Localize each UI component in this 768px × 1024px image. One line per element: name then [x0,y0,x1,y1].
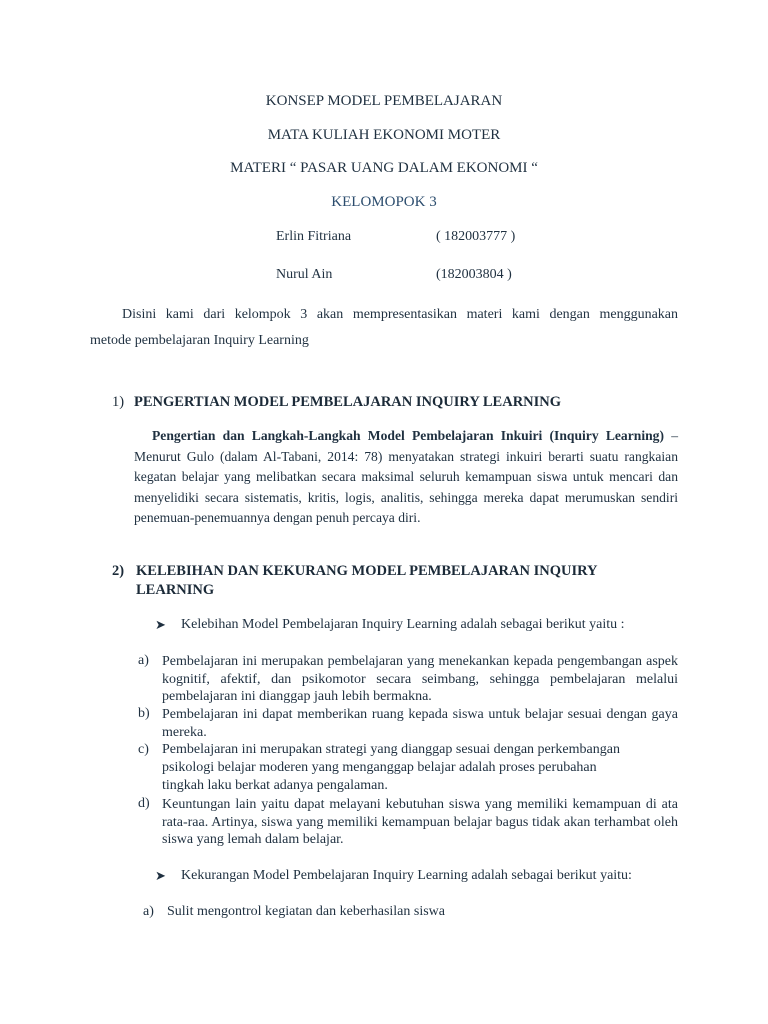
section-number: 2) [112,563,125,579]
list-marker: c) [138,742,149,757]
list-marker: b) [138,706,150,721]
arrow-bullet-icon: ➤ [155,617,166,632]
paragraph-bold-lead: Pengertian dan Langkah-Langkah Model Pembelajaran Inkuiri (Inquiry Learning) [152,428,664,443]
member-name: Erlin Fitriana [276,229,352,244]
list-marker: d) [138,796,150,811]
member-id: (182003804 ) [436,267,512,282]
group-label: KELOMOPOK 3 [331,194,437,210]
course-title: MATA KULIAH EKONOMI MOTER [267,127,501,143]
section-title: PENGERTIAN MODEL PEMBELAJARAN INQUIRY LEARNING [134,394,562,410]
member-name: Nurul Ain [276,267,333,282]
list-item-text: Pembelajaran ini dapat memberikan ruang kepada siswa untuk belajar sesuai dengan gaya mereka. [162,707,678,740]
kekurangan-heading: Kekurangan Model Pembelajaran Inquiry Learning adalah sebagai berikut yaitu: [181,868,632,883]
list-item-text: Keuntungan lain yaitu dapat melayani kebutuhan siswa yang memiliki kemampuan di ata rata-raa. Artinya, siswa yang memiliki kemampuan belajar bagus tidak akan terhambat oleh siswa yang lemah dalam belajar. [162,797,678,847]
list-marker: a) [138,653,149,668]
list-item-line: psikologi belajar moderen yang menganggap belajar adalah proses perubahan [162,760,597,775]
section-number: 1) [112,394,125,410]
doc-title: KONSEP MODEL PEMBELAJARAN [265,93,503,109]
section-title-cont: LEARNING [136,582,215,598]
arrow-bullet-icon: ➤ [155,868,166,883]
list-item-text: Pembelajaran ini merupakan pembelajaran yang menekankan kepada pengembangan aspek kognitif, afektif, dan psikomotor secara seimbang, sehingga pembelajaran melalui pembelajaran ini dianggap jauh lebih bermakna. [162,654,678,704]
intro-line: metode pembelajaran Inquiry Learning [90,333,309,348]
list-item-line: tingkah laku berkat adanya pengalaman. [162,778,388,793]
list-marker: a) [143,904,154,919]
member-id: ( 182003777 ) [436,229,516,244]
paragraph-body: – Menurut Gulo (dalam Al-Tabani, 2014: 78) menyatakan strategi inkuiri berarti suatu rangkaian kegatan belajar yang melibatkan secara maksimal seluruh kemampuan siswa untuk mencari dan menyelidiki secara sistematis, kritis, logis, analitis, sehingga mereka dapat merumuskan sendiri penemuan-penemuannya dengan penuh percaya diri. [134,428,678,525]
list-item [138,653,678,706]
section-title: KELEBIHAN DAN KEKURANG MODEL PEMBELAJARAN INQUIRY [136,563,598,579]
list-item-text: Sulit mengontrol kegiatan dan keberhasilan siswa [167,904,445,919]
intro-line: Disini kami dari kelompok 3 akan mempresentasikan materi kami dengan menggunakan [122,307,678,322]
material-title: MATERI “ PASAR UANG DALAM EKONOMI “ [230,160,538,176]
list-item-line: Pembelajaran ini merupakan strategi yang dianggap sesuai dengan perkembangan [162,742,620,757]
kelebihan-heading: Kelebihan Model Pembelajaran Inquiry Learning adalah sebagai berikut yaitu : [181,617,625,632]
section-paragraph [134,426,678,529]
